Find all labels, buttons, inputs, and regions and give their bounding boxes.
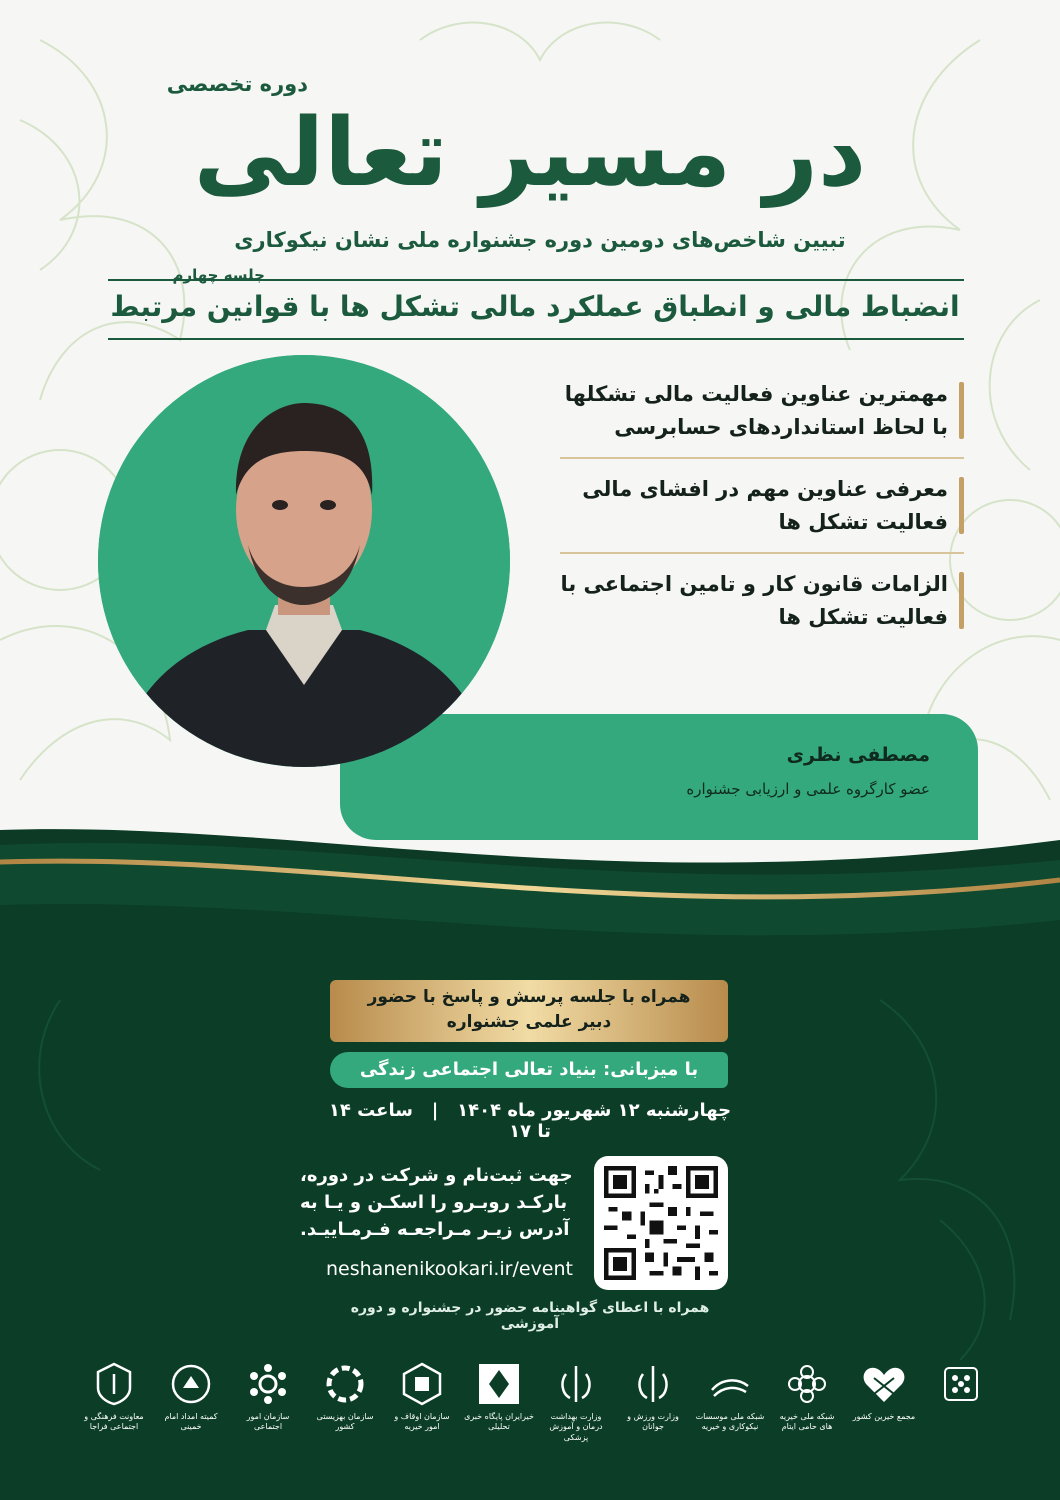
topic-line: معرفی عناوین مهم در افشای مالی: [582, 477, 948, 502]
date-separator: |: [431, 1100, 439, 1121]
logo-caption: خیرایران پایگاه خبری تحلیلی: [464, 1412, 534, 1432]
sponsor-logo: [618, 1360, 688, 1433]
certificate-note: همراه با اعطای گواهینامه حضور در جشنواره و دوره آموزشی: [350, 1300, 710, 1332]
event-date: چهارشنبه ۱۲ شهریور ماه ۱۴۰۴: [457, 1100, 732, 1121]
speaker-name: مصطفی نظری: [786, 744, 930, 766]
sponsor-logo: [156, 1360, 226, 1433]
logo-caption: معاونت فرهنگی و اجتماعی فراجا: [84, 1412, 144, 1432]
sponsor-logo: [233, 1360, 303, 1433]
sponsor-logo: [464, 1360, 534, 1433]
social-affairs-logo-icon: [244, 1360, 292, 1408]
heart-grid-logo-icon: [860, 1360, 908, 1408]
topic-line: فعالیت تشکل ها: [778, 509, 948, 534]
logo-caption: شبکه ملی خیریه های حامی ایتام: [779, 1412, 835, 1432]
qr-code[interactable]: [594, 1156, 728, 1290]
page-title: در مسیر تعالی: [193, 99, 867, 208]
registration-line: جهت ثبت‌نام و شرکت در دوره،: [300, 1165, 573, 1186]
foundation-logo-icon: [937, 1360, 985, 1408]
logo-caption: مجمع خیرین کشور: [852, 1412, 916, 1421]
page-subtitle: تبیین شاخص‌های دومین دوره جشنواره ملی نشان نیکوکاری: [234, 228, 846, 252]
speaker-role: عضو کارگروه علمی و ارزیابی جشنواره: [686, 780, 930, 798]
logo-caption: وزارت ورزش و جوانان: [627, 1412, 679, 1432]
host-label: با میزبانی:: [603, 1059, 699, 1080]
event-time: ساعت ۱۴ تا ۱۷: [328, 1100, 551, 1142]
registration-line: بارکـد روبـرو را اسکـن و یـا به: [300, 1192, 568, 1213]
session-label: جلسه چهارم: [172, 266, 265, 284]
session-title: انضباط مالی و انطباق عملکرد مالی تشکل ها با قوانین مرتبط: [110, 290, 960, 323]
awqaf-logo-icon: [398, 1360, 446, 1408]
qr-code-icon: [604, 1166, 718, 1280]
topic-line: فعالیت تشکل ها: [778, 604, 948, 629]
network-logo-icon: [706, 1360, 754, 1408]
host-name: بنیاد تعالی اجتماعی زندگی: [359, 1059, 597, 1080]
emdad-logo-icon: [167, 1360, 215, 1408]
sponsor-logo: [926, 1360, 996, 1412]
registration-link[interactable]: neshanenikookari.ir/event: [326, 1258, 573, 1280]
sponsor-logo: [772, 1360, 842, 1433]
emblem-logo-icon: [629, 1360, 677, 1408]
sponsor-logo: [387, 1360, 457, 1433]
topic-line: الزامات قانون کار و تامین اجتماعی با: [560, 572, 948, 597]
qa-session-box: [330, 980, 728, 1042]
flower-logo-icon: [783, 1360, 831, 1408]
logo-caption: سازمان امور اجتماعی: [246, 1412, 290, 1432]
topic-line: مهمترین عناوین فعالیت مالی تشکلها: [564, 382, 948, 406]
topic-line: با لحاظ استانداردهای حسابرسی: [614, 414, 948, 439]
host-box: [330, 1052, 728, 1088]
logo-caption: شبکه ملی موسسات نیکوکاری و خیریه: [695, 1412, 765, 1432]
course-kicker: دوره تخصصی: [166, 72, 308, 96]
sponsor-logo: [310, 1360, 380, 1433]
sponsor-logos: [76, 1360, 996, 1450]
police-logo-icon: [90, 1360, 138, 1408]
sponsor-logo: [695, 1360, 765, 1433]
logo-caption: سازمان بهزیستی کشور: [316, 1412, 374, 1432]
qa-line: دبیر علمی جشنواره: [446, 1011, 612, 1032]
registration-line: آدرس زیـر مـراجعـه فـرمـاییـد.: [300, 1219, 570, 1240]
sponsor-logo: [79, 1360, 149, 1433]
emblem-logo-icon: [552, 1360, 600, 1408]
logo-caption: کمیته امداد امام خمینی: [164, 1412, 218, 1432]
welfare-logo-icon: [321, 1360, 369, 1408]
registration-text: [300, 1162, 584, 1243]
logo-caption: وزارت بهداشت درمان و آموزش پزشکی: [549, 1412, 603, 1442]
sponsor-logo: [541, 1360, 611, 1443]
qa-line: همراه با جلسه پرسش و پاسخ با حضور: [367, 987, 691, 1007]
kheyr-iran-logo-icon: [475, 1360, 523, 1408]
logo-caption: سازمان اوقاف و امور خیریه: [394, 1412, 450, 1432]
event-datetime: [320, 1100, 740, 1142]
sponsor-logo: [849, 1360, 919, 1422]
